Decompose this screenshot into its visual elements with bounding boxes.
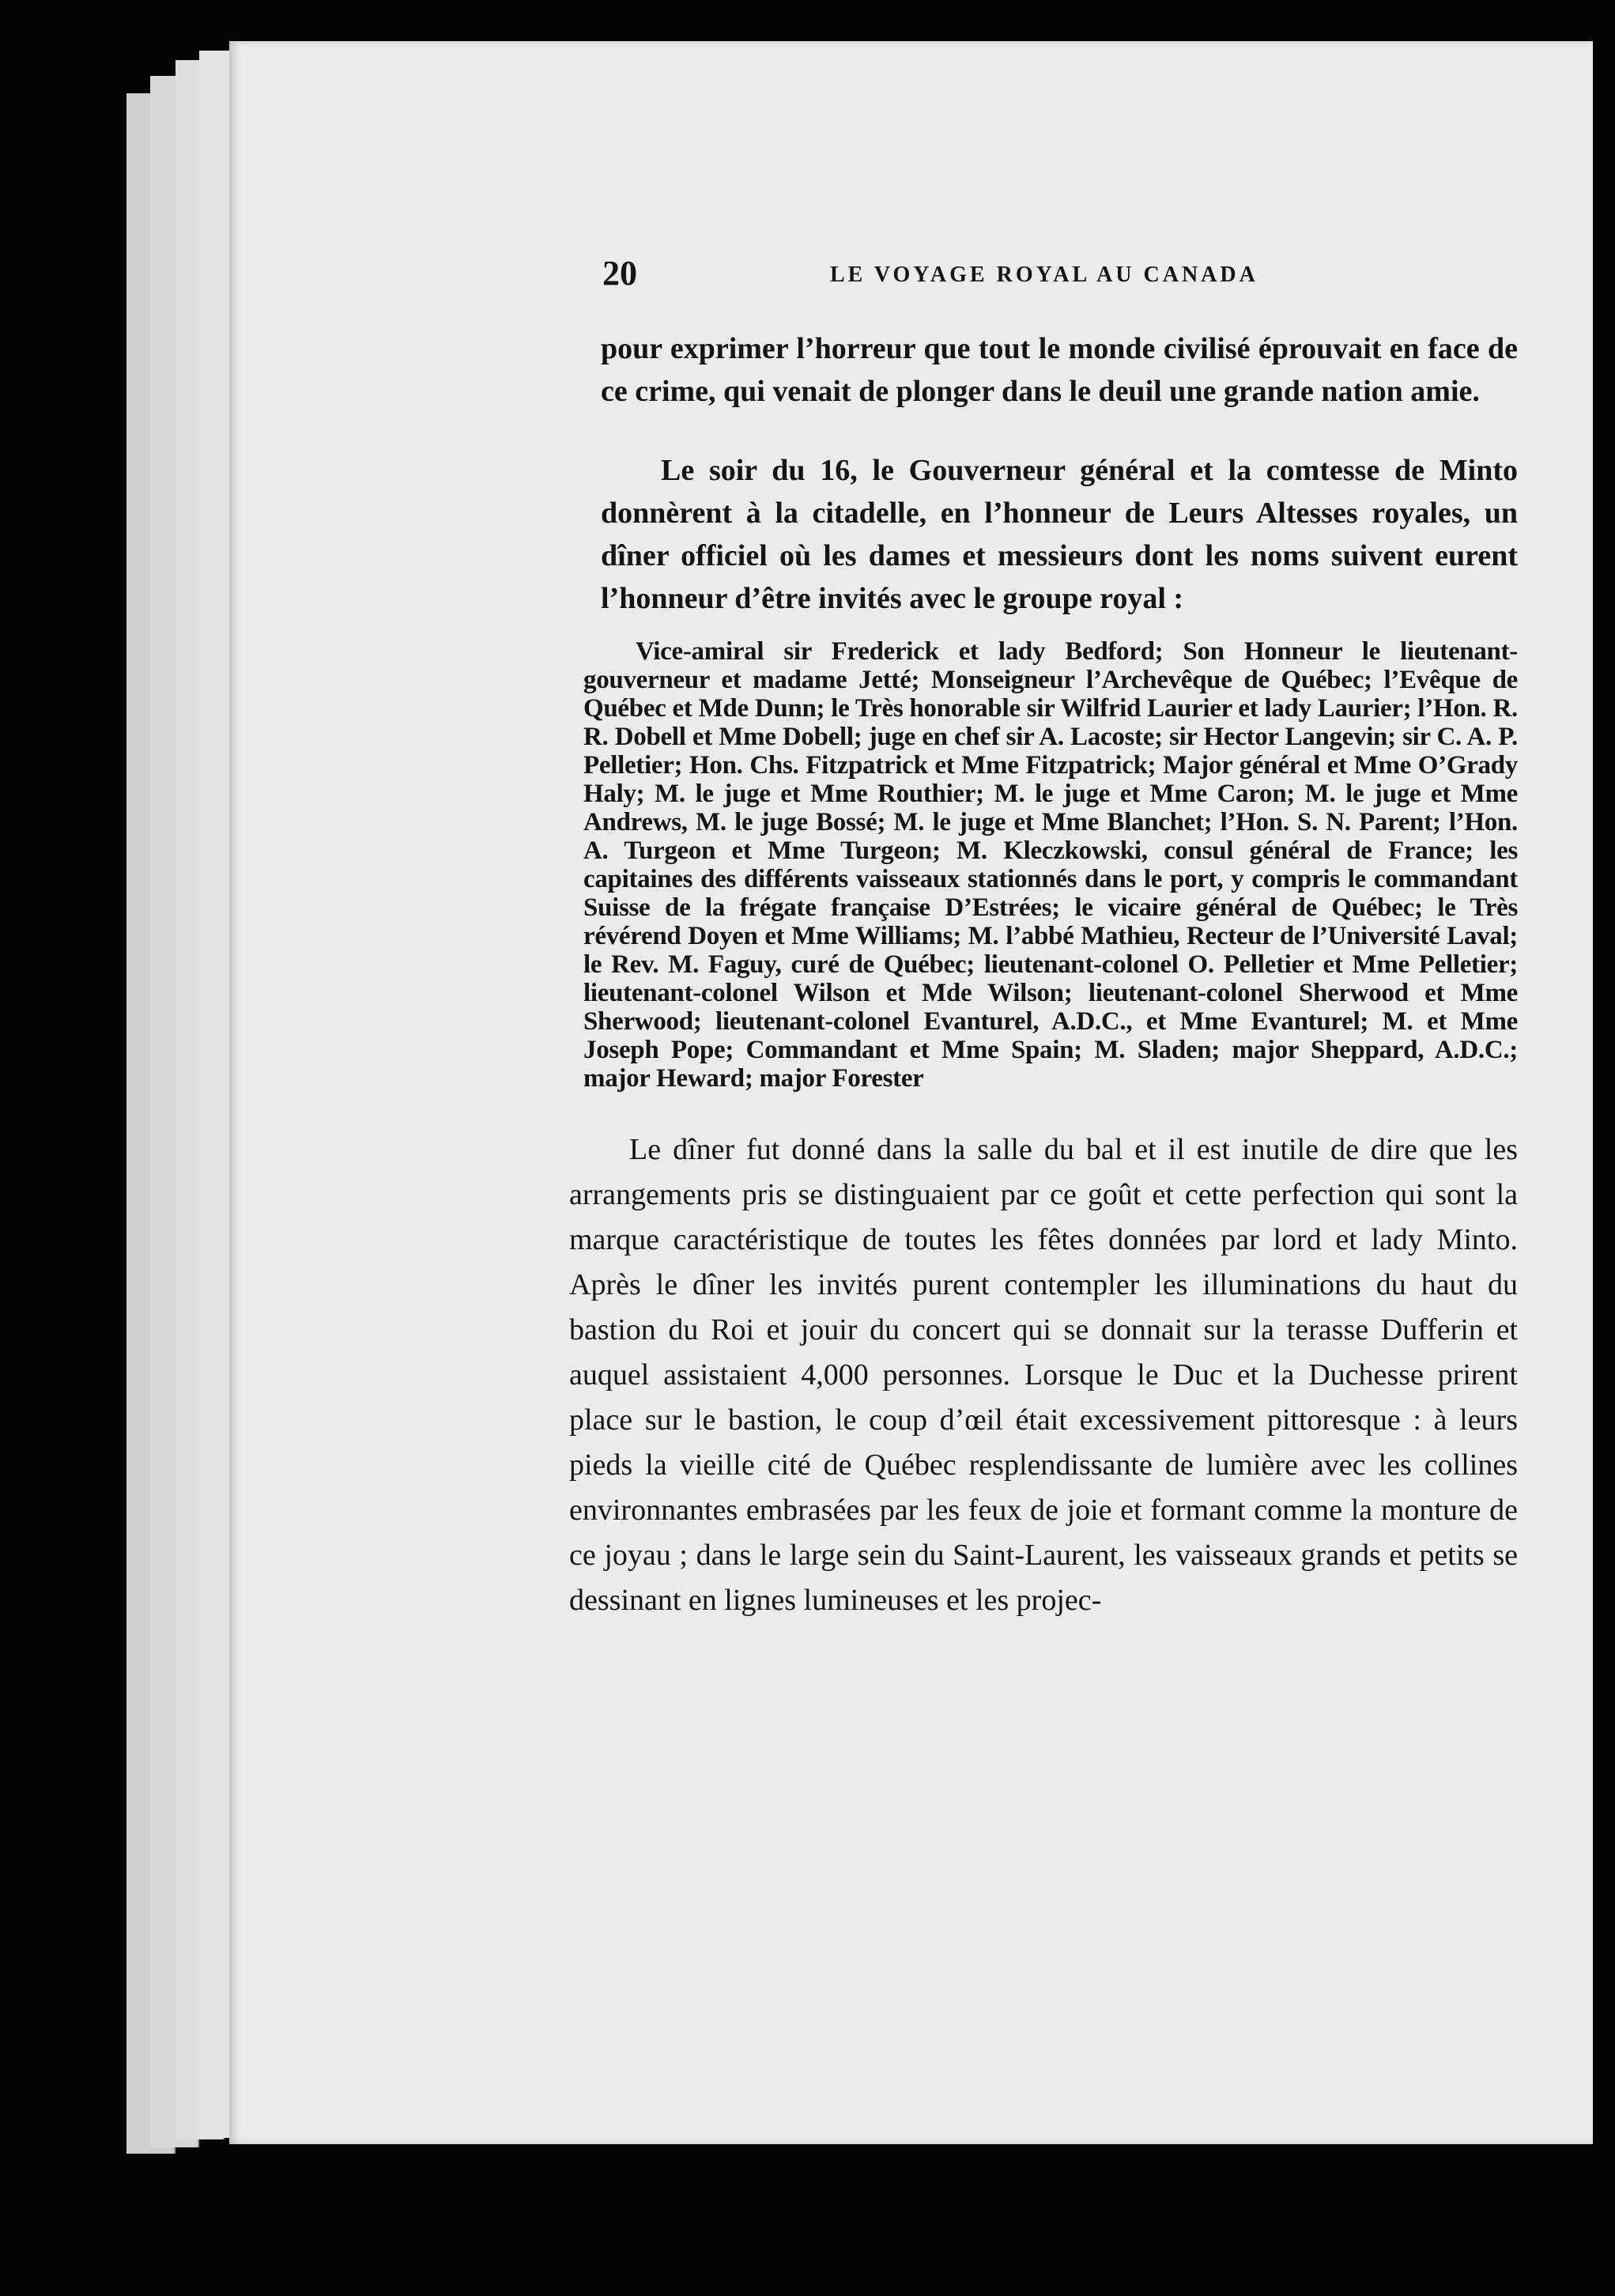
paragraph-dinner-intro: Le soir du 16, le Gouverneur général et la comtesse de Minto donnèrent à la citadelle, en l’honneur de Leurs Altesses royales, un dîner officiel où les dames et messieurs dont les noms suivent eurent l’honneur d’être invités avec le groupe royal :: [601, 454, 1518, 615]
page-content: [372, 253, 1518, 1623]
running-head: [372, 253, 1518, 300]
page-number: 20: [602, 254, 637, 293]
paragraph-continuation: pour exprimer l’horreur que tout le monde civilisé éprouvait en face de ce crime, qui venait de plonger dans le deuil une grande nation amie.: [601, 332, 1518, 408]
paragraph-dinner-description: Le dîner fut donné dans la salle du bal et il est inutile de dire que les arrangements pris se distinguaient par ce goût et cette perfection qui sont la marque caractéristique de toutes les fêtes données par lord et lady Minto. Après le dîner les invités purent contempler les illuminations du haut du bastion du Roi et jouir du concert qui se donnait sur la terasse Dufferin et auquel assistaient 4,000 personnes. Lorsque le Duc et la Duchesse prirent place sur le bastion, le coup d’œil était excessivement pittoresque : à leurs pieds la vieille cité de Québec resplendissante de lumière avec les collines environnantes embrasées par les feux de joie et formant comme la monture de ce joyau ; dans le large sein du Saint-Laurent, les vaisseaux grands et petits se dessinant en lignes lumineuses et les projec-: [569, 1133, 1518, 1617]
guest-list: Vice-amiral sir Frederick et lady Bedford; Son Honneur le lieutenant-gouverneur et madame Jetté; Monseigneur l’Archevêque de Québec; l’Evêque de Québec et Mde Dunn; le Très honorable sir Wilfrid Laurier et lady Laurier; l’Hon. R. R. Dobell et Mme Dobell; juge en chef sir A. Lacoste; sir Hector Langevin; sir C. A. P. Pelletier; Hon. Chs. Fitzpatrick et Mme Fitzpatrick; Major général et Mme O’Grady Haly; M. le juge et Mme Routhier; M. le juge et Mme Caron; M. le juge et Mme Andrews, M. le juge Bossé; M. le juge et Mme Blanchet; l’Hon. S. N. Parent; l’Hon. A. Turgeon et Mme Turgeon; M. Kleczkowski, consul général de France; les capitaines des différents vaisseaux stationnés dans le port, y compris le commandant Suisse de la frégate française D’Estrées; le vicaire général de Québec; le Très révérend Doyen et Mme Williams; M. l’abbé Mathieu, Recteur de l’Université Laval; le Rev. M. Faguy, curé de Québec; lieutenant-colonel O. Pelletier et Mme Pelletier; lieutenant-colonel Wilson et Mde Wilson; lieutenant-colonel Sherwood et Mme Sherwood; lieutenant-colonel Evanturel, A.D.C., et Mme Evanturel; M. et Mme Joseph Pope; Commandant et Mme Spain; M. Sladen; major Sheppard, A.D.C.; major Heward; major Forester: [583, 637, 1518, 1093]
running-title: LE VOYAGE ROYAL AU CANADA: [830, 262, 1258, 287]
